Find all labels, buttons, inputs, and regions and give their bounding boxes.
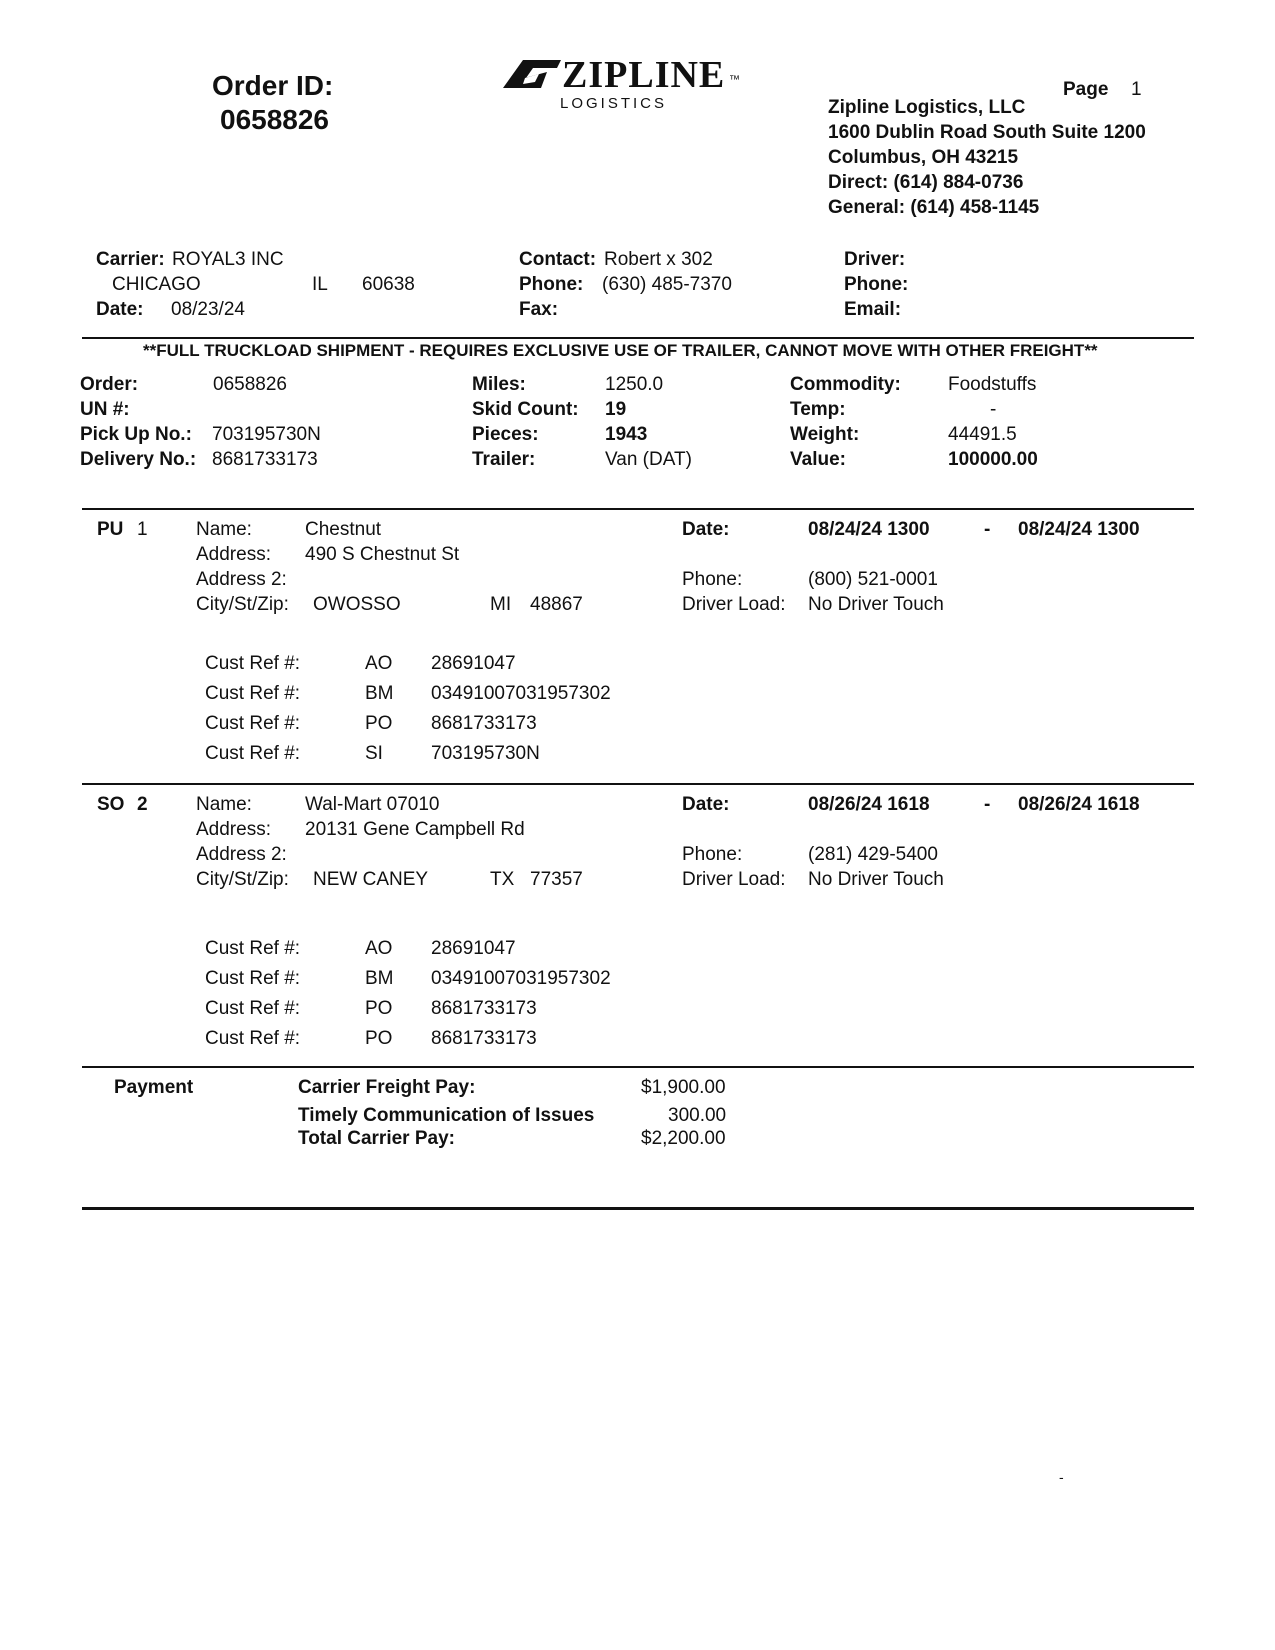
divider <box>82 508 1194 510</box>
miles-label: Miles: <box>472 374 526 395</box>
footer-mark: - <box>1059 1469 1064 1485</box>
commodity-value: Foodstuffs <box>948 374 1037 395</box>
stop-phone: (281) 429-5400 <box>808 844 938 865</box>
driver-email-label: Email: <box>844 299 902 320</box>
weight-value: 44491.5 <box>948 424 1017 445</box>
total-pay-label: Total Carrier Pay: <box>298 1128 455 1149</box>
carrier-date-label: Date: <box>96 299 144 320</box>
carrier-city: CHICAGO <box>112 274 201 295</box>
skid-label: Skid Count: <box>472 399 579 420</box>
stop-zip: 48867 <box>530 594 583 615</box>
divider <box>82 1207 1194 1210</box>
cust-ref-type: SI <box>365 743 383 764</box>
commodity-label: Commodity: <box>790 374 901 395</box>
stop-name: Wal-Mart 07010 <box>305 794 440 815</box>
stop-name: Chestnut <box>305 519 382 540</box>
stop-state: TX <box>490 869 515 890</box>
stop-driver-load-label: Driver Load: <box>682 594 786 615</box>
trailer-value: Van (DAT) <box>605 449 692 470</box>
order-id-label: Order ID: <box>212 70 334 101</box>
stop-address: 20131 Gene Campbell Rd <box>305 819 525 840</box>
stop-city-label: City/St/Zip: <box>196 594 289 615</box>
cust-ref-type: PO <box>365 713 393 734</box>
company-address2: Columbus, OH 43215 <box>828 147 1019 168</box>
stop-driver-load-label: Driver Load: <box>682 869 786 890</box>
stop-code: PU <box>97 519 124 540</box>
cust-ref-type: BM <box>365 683 394 704</box>
carrier-state: IL <box>312 274 328 295</box>
company-direct-phone: Direct: (614) 884-0736 <box>828 172 1024 193</box>
stop-phone: (800) 521-0001 <box>808 569 938 590</box>
zipline-logo-mark-icon <box>503 58 563 92</box>
stop-date-dash: - <box>984 519 991 540</box>
stop-state: MI <box>490 594 512 615</box>
cust-ref-type: PO <box>365 998 393 1019</box>
page-number: 1 <box>1131 79 1142 100</box>
stop-city: NEW CANEY <box>313 869 429 890</box>
skid-value: 19 <box>605 399 627 420</box>
order-label: Order: <box>80 374 139 395</box>
miles-value: 1250.0 <box>605 374 664 395</box>
stop-address: 490 S Chestnut St <box>305 544 460 565</box>
stop-date-to: 08/26/24 1618 <box>1018 794 1140 815</box>
temp-value: - <box>990 399 997 420</box>
order-value: 0658826 <box>213 374 287 395</box>
carrier-phone: (630) 485-7370 <box>602 274 732 295</box>
cust-ref-type: BM <box>365 968 394 989</box>
stop-city-label: City/St/Zip: <box>196 869 289 890</box>
cust-ref-type: PO <box>365 1028 393 1049</box>
delivery-no-value: 8681733173 <box>212 449 318 470</box>
cust-ref-label: Cust Ref #: <box>205 713 301 734</box>
driver-label: Driver: <box>844 249 906 270</box>
stop-name-label: Name: <box>196 794 252 815</box>
stop-code: SO <box>97 794 125 815</box>
timely-communication-label: Timely Communication of Issues <box>298 1105 595 1126</box>
cust-ref-value: 8681733173 <box>431 1028 537 1049</box>
logo-subtitle: LOGISTICS <box>560 95 668 112</box>
cust-ref-label: Cust Ref #: <box>205 1028 301 1049</box>
page-label: Page <box>1063 79 1109 100</box>
cust-ref-type: AO <box>365 938 393 959</box>
stop-address2-label: Address 2: <box>196 844 287 865</box>
cust-ref-value: 8681733173 <box>431 713 537 734</box>
pickup-no-label: Pick Up No.: <box>80 424 192 445</box>
stop-number: 2 <box>137 794 148 815</box>
payment-label: Payment <box>114 1077 194 1098</box>
stop-date-to: 08/24/24 1300 <box>1018 519 1140 540</box>
cust-ref-label: Cust Ref #: <box>205 998 301 1019</box>
stop-phone-label: Phone: <box>682 569 743 590</box>
company-general-phone: General: (614) 458-1145 <box>828 197 1040 218</box>
driver-phone-label: Phone: <box>844 274 909 295</box>
un-label: UN #: <box>80 399 130 420</box>
carrier-fax-label: Fax: <box>519 299 559 320</box>
company-address1: 1600 Dublin Road South Suite 1200 <box>828 122 1146 143</box>
weight-label: Weight: <box>790 424 860 445</box>
stop-date-label: Date: <box>682 519 730 540</box>
stop-date-label: Date: <box>682 794 730 815</box>
cust-ref-value: 8681733173 <box>431 998 537 1019</box>
divider <box>82 337 1194 339</box>
pickup-no-value: 703195730N <box>212 424 321 445</box>
pieces-label: Pieces: <box>472 424 539 445</box>
truckload-notice: **FULL TRUCKLOAD SHIPMENT - REQUIRES EXCLUSIVE USE OF TRAILER, CANNOT MOVE WITH OTHER FREIGHT** <box>143 341 1098 360</box>
freight-pay-amount: $1,900.00 <box>641 1077 726 1098</box>
contact-label: Contact: <box>519 249 597 270</box>
cust-ref-label: Cust Ref #: <box>205 653 301 674</box>
order-id-value: 0658826 <box>220 104 330 135</box>
cust-ref-value: 03491007031957302 <box>431 683 611 704</box>
cust-ref-label: Cust Ref #: <box>205 683 301 704</box>
total-pay-amount: $2,200.00 <box>641 1128 726 1149</box>
stop-date-dash: - <box>984 794 991 815</box>
cust-ref-type: AO <box>365 653 393 674</box>
cust-ref-value: 28691047 <box>431 938 516 959</box>
stop-city: OWOSSO <box>313 594 401 615</box>
logo-name: ZIPLINE <box>562 54 726 96</box>
company-name: Zipline Logistics, LLC <box>828 97 1026 118</box>
cust-ref-value: 703195730N <box>431 743 540 764</box>
divider <box>82 1066 1194 1068</box>
carrier-name: ROYAL3 INC <box>172 249 284 270</box>
logo-trademark: ™ <box>729 74 740 86</box>
stop-date-from: 08/24/24 1300 <box>808 519 930 540</box>
stop-number: 1 <box>137 519 148 540</box>
stop-name-label: Name: <box>196 519 252 540</box>
cust-ref-value: 28691047 <box>431 653 516 674</box>
stop-address-label: Address: <box>196 544 271 565</box>
cust-ref-label: Cust Ref #: <box>205 968 301 989</box>
cust-ref-label: Cust Ref #: <box>205 938 301 959</box>
stop-address2-label: Address 2: <box>196 569 287 590</box>
value-amount: 100000.00 <box>948 449 1038 470</box>
value-label: Value: <box>790 449 846 470</box>
temp-label: Temp: <box>790 399 846 420</box>
trailer-label: Trailer: <box>472 449 536 470</box>
stop-zip: 77357 <box>530 869 583 890</box>
timely-communication-amount: 300.00 <box>668 1105 727 1126</box>
stop-driver-load: No Driver Touch <box>808 594 944 615</box>
carrier-phone-label: Phone: <box>519 274 584 295</box>
delivery-no-label: Delivery No.: <box>80 449 197 470</box>
stop-phone-label: Phone: <box>682 844 743 865</box>
contact-value: Robert x 302 <box>604 249 713 270</box>
stop-driver-load: No Driver Touch <box>808 869 944 890</box>
pieces-value: 1943 <box>605 424 648 445</box>
stop-date-from: 08/26/24 1618 <box>808 794 930 815</box>
freight-pay-label: Carrier Freight Pay: <box>298 1077 476 1098</box>
stop-address-label: Address: <box>196 819 271 840</box>
carrier-zip: 60638 <box>362 274 415 295</box>
divider <box>82 783 1194 785</box>
carrier-date: 08/23/24 <box>171 299 245 320</box>
carrier-label: Carrier: <box>96 249 165 270</box>
cust-ref-value: 03491007031957302 <box>431 968 611 989</box>
cust-ref-label: Cust Ref #: <box>205 743 301 764</box>
